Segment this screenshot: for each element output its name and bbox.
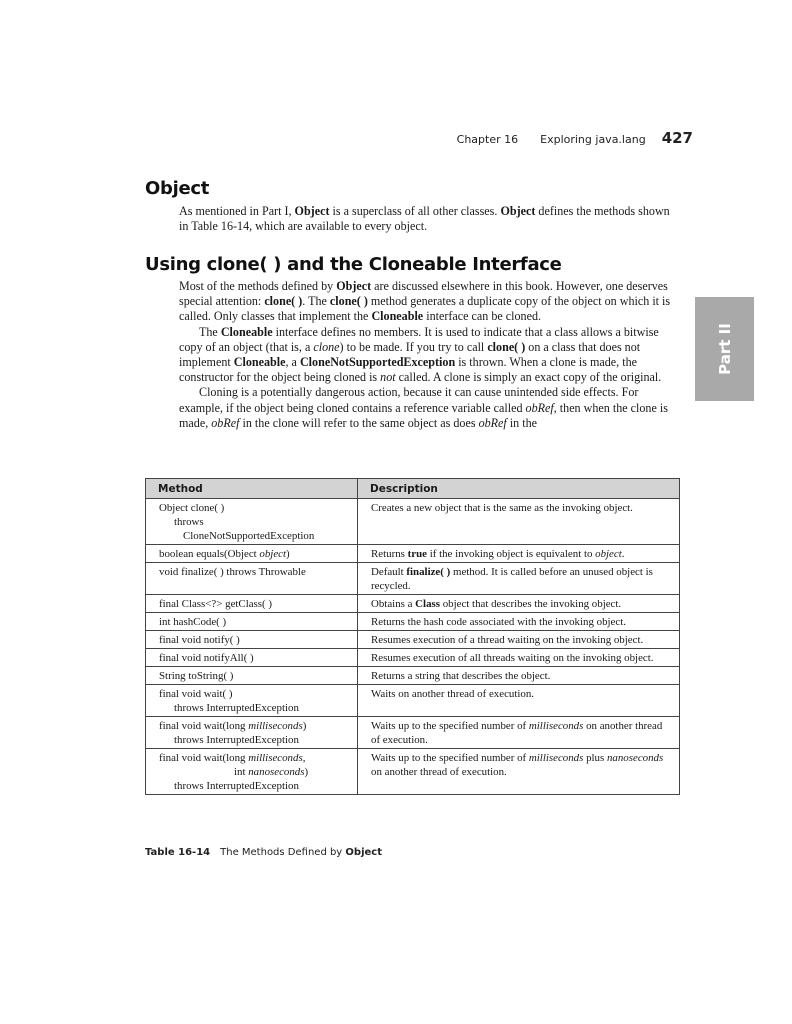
method-cell — [146, 545, 358, 563]
code-true: true — [407, 548, 427, 560]
table-row — [146, 631, 680, 649]
code-clone: clone( ) — [487, 339, 526, 354]
method-param: nanoseconds — [248, 766, 305, 778]
description-text: Creates a new object that is the same as the invoking object. — [371, 502, 633, 514]
table-row — [146, 649, 680, 667]
code-object: Object — [294, 204, 330, 218]
text-run: interface can be cloned. — [423, 309, 542, 324]
text-run: called. A clone is simply an exact copy of the original. — [395, 370, 662, 385]
emphasis-milliseconds: milliseconds — [528, 752, 584, 764]
code-cloneable: Cloneable — [371, 309, 424, 324]
description-cell — [358, 545, 680, 563]
method-exception: CloneNotSupportedException — [183, 530, 315, 542]
description-text: Resumes execution of a thread waiting on the invoking object. — [371, 634, 644, 646]
text-run: , a — [285, 355, 300, 370]
emphasis-obref: obRef — [478, 415, 507, 430]
text-run: Cloning is a potentially dangerous action, because it can cause unintended side effects. For example, if the object being cloned contains a reference variable called — [179, 385, 639, 415]
method-signature-line — [159, 751, 345, 765]
description-text: Returns — [371, 548, 408, 560]
running-header — [457, 129, 693, 147]
text-run: interface defines no members. It is used to indicate that a class allows a bitwise copy of an object (that is, a — [179, 324, 659, 354]
emphasis-obref: obRef — [525, 400, 554, 415]
clone-section-body — [179, 279, 674, 431]
caption-text: The Methods Defined by — [220, 847, 346, 858]
method-throws: throws InterruptedException — [174, 780, 299, 792]
description-text: on another thread of execution. — [371, 720, 663, 746]
emphasis-milliseconds: milliseconds — [528, 720, 584, 732]
table-row — [146, 545, 680, 563]
description-text: plus — [583, 752, 607, 764]
description-cell — [358, 563, 680, 595]
emphasis-object: object — [595, 548, 622, 560]
description-cell — [358, 667, 680, 685]
method-signature: boolean equals(Object — [159, 548, 260, 560]
method-signature: ) — [304, 766, 309, 778]
table-row — [146, 499, 680, 545]
method-throws: throws InterruptedException — [174, 734, 299, 746]
method-signature: , — [302, 752, 306, 764]
emphasis-not: not — [380, 370, 396, 385]
caption-code: Object — [345, 847, 382, 858]
method-cell — [146, 499, 358, 545]
text-run: is a superclass of all other classes. — [329, 204, 501, 218]
method-signature: final void wait(long — [159, 720, 249, 732]
methods-table — [145, 478, 680, 795]
code-class: Class — [415, 598, 440, 610]
method-cell — [146, 667, 358, 685]
table-row — [146, 595, 680, 613]
method-signature: ) — [286, 548, 290, 560]
table-row — [146, 685, 680, 717]
text-run: ) to be made. If you try to call — [339, 339, 488, 354]
method-cell — [146, 749, 358, 795]
text-run: are discussed elsewhere in this book. However, one deserves special attention: — [179, 279, 668, 309]
method-signature: int — [234, 766, 249, 778]
description-text: on another thread of execution. — [371, 766, 507, 778]
object-paragraph — [179, 204, 674, 234]
method-param: object — [259, 548, 287, 560]
method-cell — [146, 649, 358, 667]
text-run: on a class that does not implement — [179, 339, 641, 370]
part-tab — [695, 297, 754, 401]
column-header-description: Description — [358, 479, 680, 499]
description-text: Waits on another thread of execution. — [371, 688, 535, 700]
method-signature-line — [159, 765, 345, 779]
method-signature: final void wait(long — [159, 752, 249, 764]
chapter-label: Chapter 16 — [456, 133, 519, 146]
table-row — [146, 613, 680, 631]
method-cell — [146, 685, 358, 717]
method-signature: final void notifyAll( ) — [159, 652, 254, 664]
method-cell — [146, 631, 358, 649]
method-signature: Object clone( ) — [159, 502, 225, 514]
table-header-row — [146, 479, 680, 499]
code-object: Object — [500, 204, 536, 218]
text-run: As mentioned in Part I, — [179, 204, 295, 218]
table-row — [146, 749, 680, 795]
table-row — [146, 667, 680, 685]
code-cloneable: Cloneable — [233, 355, 286, 370]
method-cell — [146, 595, 358, 613]
table-row — [146, 717, 680, 749]
method-cell — [146, 717, 358, 749]
heading-object: Object — [145, 178, 210, 199]
code-cloneable: Cloneable — [220, 324, 273, 339]
clone-paragraph-1 — [179, 279, 674, 325]
description-cell — [358, 649, 680, 667]
description-text: if the invoking object is equivalent to — [426, 548, 596, 560]
text-run: is thrown. When a clone is made, the constructor for the object being cloned is — [179, 355, 637, 385]
heading-clone: Using clone( ) and the Cloneable Interface — [145, 254, 562, 275]
text-run: in the — [506, 415, 538, 430]
method-param: milliseconds — [248, 720, 303, 732]
description-cell — [358, 749, 680, 795]
method-signature: final Class<?> getClass( ) — [159, 598, 273, 610]
method-signature: ) — [302, 720, 307, 732]
part-tab-label: Part II — [715, 323, 734, 375]
description-cell — [358, 631, 680, 649]
table-number: Table 16-14 — [145, 847, 211, 858]
description-text: Waits up to the specified number of — [371, 752, 529, 764]
text-run: method generates a duplicate copy of the object on which it is called. Only classes that implement the — [179, 294, 671, 324]
text-run: The — [199, 324, 221, 339]
text-run: . The — [302, 294, 330, 309]
page-number: 427 — [661, 129, 693, 147]
description-cell — [358, 717, 680, 749]
description-text: Default — [371, 566, 407, 578]
method-signature-line — [159, 719, 345, 733]
emphasis-clone: clone — [313, 339, 340, 354]
emphasis-obref: obRef — [211, 415, 240, 430]
section-label: Exploring java.lang — [540, 133, 646, 146]
method-cell — [146, 563, 358, 595]
method-signature: int hashCode( ) — [159, 616, 227, 628]
description-text: Waits up to the specified number of — [371, 720, 529, 732]
description-cell — [358, 499, 680, 545]
method-cell — [146, 613, 358, 631]
text-run: defines the methods shown in Table 16-14, which are available to every object. — [179, 204, 670, 234]
method-throws: throws InterruptedException — [174, 702, 299, 714]
description-text: . — [621, 548, 625, 560]
code-object: Object — [336, 279, 372, 293]
method-param: milliseconds — [248, 752, 303, 764]
table-row — [146, 563, 680, 595]
code-exception: CloneNotSupportedException — [299, 355, 456, 370]
description-cell — [358, 685, 680, 717]
description-text: Obtains a — [371, 598, 416, 610]
column-header-method: Method — [146, 479, 358, 499]
text-run: , then when the clone is made, — [179, 400, 668, 430]
method-signature: final void notify( ) — [159, 634, 240, 646]
description-text: Returns a string that describes the object. — [371, 670, 551, 682]
description-cell — [358, 613, 680, 631]
description-text: method. It is called before an unused object is recycled. — [371, 566, 653, 592]
text-run: in the clone will refer to the same object as does — [239, 415, 479, 430]
method-throws: throws — [174, 516, 204, 528]
emphasis-nanoseconds: nanoseconds — [606, 752, 664, 764]
text-run: Most of the methods defined by — [179, 279, 337, 293]
description-text: Returns the hash code associated with the invoking object. — [371, 616, 626, 628]
clone-paragraph-2 — [179, 325, 674, 386]
code-finalize: finalize( ) — [406, 566, 451, 578]
clone-paragraph-3 — [179, 385, 674, 431]
description-text: object that describes the invoking object. — [439, 598, 622, 610]
method-signature: void finalize( ) throws Throwable — [159, 566, 306, 578]
method-signature: String toString( ) — [159, 670, 234, 682]
description-cell — [358, 595, 680, 613]
code-clone: clone( ) — [264, 294, 303, 309]
method-signature: final void wait( ) — [159, 688, 233, 700]
description-text: Resumes execution of all threads waiting on the invoking object. — [371, 652, 654, 664]
code-clone: clone( ) — [329, 294, 368, 309]
table-caption — [145, 847, 382, 858]
